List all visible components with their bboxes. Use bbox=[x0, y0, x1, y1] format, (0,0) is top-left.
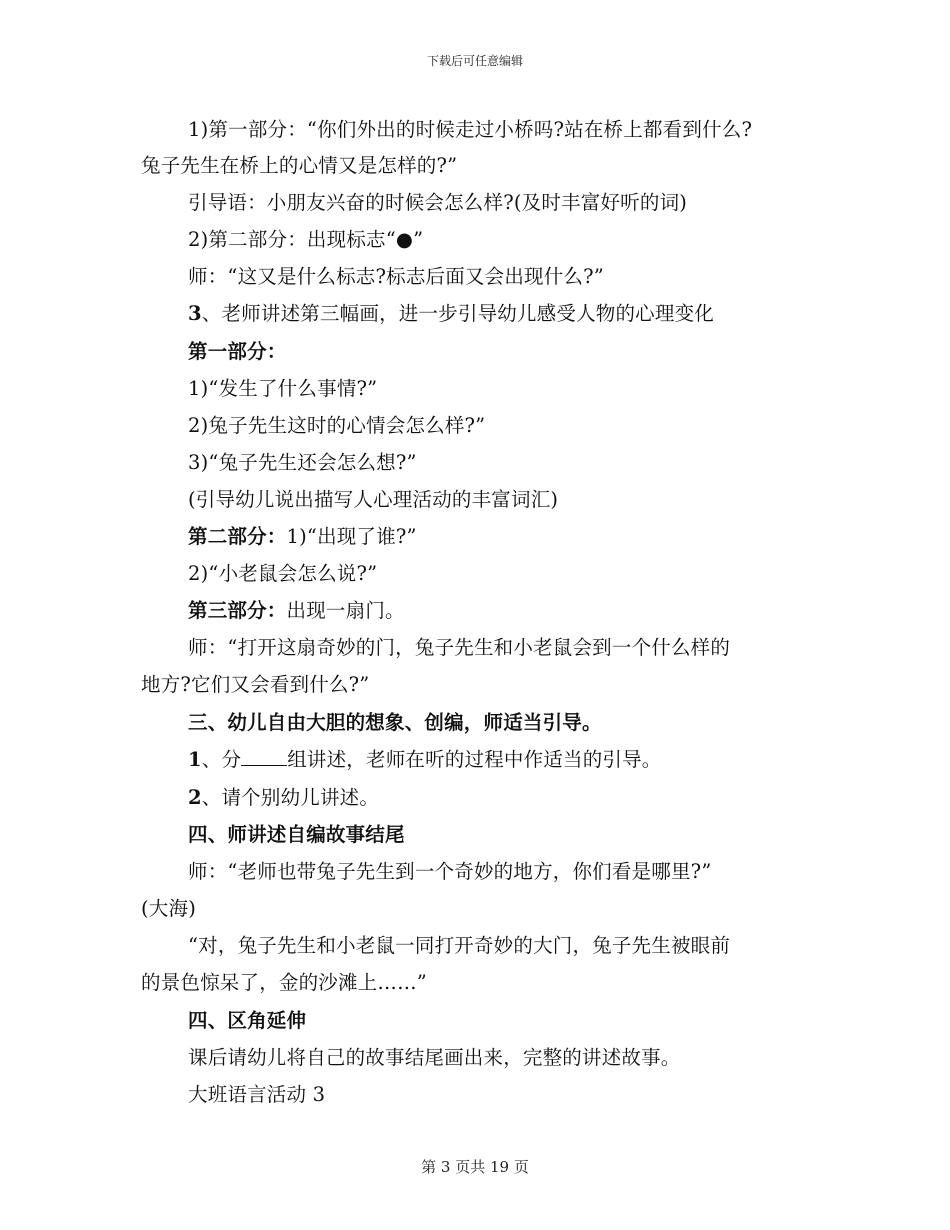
section-heading: 第一部分： bbox=[188, 340, 287, 363]
text-line: “对，兔子先生和小老鼠一同打开奇妙的大门，兔子先生被眼前 bbox=[188, 934, 731, 957]
text-span: 出现一扇门。 bbox=[286, 599, 405, 622]
section-heading: 四、师讲述自编故事结尾 bbox=[188, 823, 405, 846]
section-heading: 第二部分： bbox=[188, 525, 287, 548]
text-line: 2)兔子先生这时的心情会怎么样?” bbox=[188, 414, 486, 437]
text-line: 地方?它们又会看到什么?” bbox=[141, 673, 370, 696]
text-line: (大海) bbox=[141, 897, 197, 920]
section-heading: 三、幼儿自由大胆的想象、创编，师适当引导。 bbox=[188, 711, 602, 734]
text-line: 引导语：小朋友兴奋的时候会怎么样?(及时丰富好听的词) bbox=[188, 191, 688, 214]
text-line: (引导幼儿说出描写人心理活动的丰富词汇) bbox=[188, 488, 559, 511]
text-line: 师：“老师也带兔子先生到一个奇妙的地方，你们看是哪里?” bbox=[188, 860, 712, 883]
text-line bbox=[188, 744, 662, 772]
text-span: 1)“出现了谁?” bbox=[286, 525, 417, 548]
text-line bbox=[188, 298, 714, 326]
text-line: 大班语言活动 3 bbox=[188, 1083, 326, 1106]
bold-number: 2 bbox=[188, 786, 202, 809]
text-line: 师：“打开这扇奇妙的门，兔子先生和小老鼠会到一个什么样的 bbox=[188, 636, 731, 659]
text-line: 2)“小老鼠会怎么说?” bbox=[188, 562, 378, 585]
text-line: 师：“这又是什么标志?标志后面又会出现什么?” bbox=[188, 265, 604, 288]
section-heading: 四、区角延伸 bbox=[188, 1009, 307, 1032]
text-line: 1)“发生了什么事情?” bbox=[188, 377, 378, 400]
bold-number: 3 bbox=[188, 302, 202, 325]
text-line: 3)“兔子先生还会怎么想?” bbox=[188, 451, 417, 474]
text-span: 、老师讲述第三幅画，进一步引导幼儿感受人物的心理变化 bbox=[201, 302, 714, 325]
fill-in-blank bbox=[241, 747, 287, 766]
text-line bbox=[188, 782, 379, 810]
text-line: 兔子先生在桥上的心情又是怎样的?” bbox=[141, 154, 458, 177]
page-header: 下载后可任意编辑 bbox=[426, 54, 523, 68]
text-line: 2)第二部分：出现标志“●” bbox=[188, 228, 424, 251]
text-line: 1)第一部分：“你们外出的时候走过小桥吗?站在桥上都看到什么? bbox=[188, 118, 753, 141]
bold-number: 1 bbox=[188, 748, 202, 771]
text-line bbox=[188, 521, 417, 549]
text-span: 、分 bbox=[201, 748, 242, 771]
text-line: 的景色惊呆了，金的沙滩上……” bbox=[141, 971, 427, 994]
text-span: 组讲述，老师在听的过程中作适当的引导。 bbox=[287, 748, 662, 771]
text-span: 、请个别幼儿讲述。 bbox=[201, 786, 380, 809]
text-line bbox=[188, 595, 405, 623]
text-line: 课后请幼儿将自己的故事结尾画出来，完整的讲述故事。 bbox=[188, 1046, 681, 1069]
page-footer: 第 3 页共 19 页 bbox=[421, 1158, 529, 1176]
section-heading: 第三部分： bbox=[188, 599, 287, 622]
